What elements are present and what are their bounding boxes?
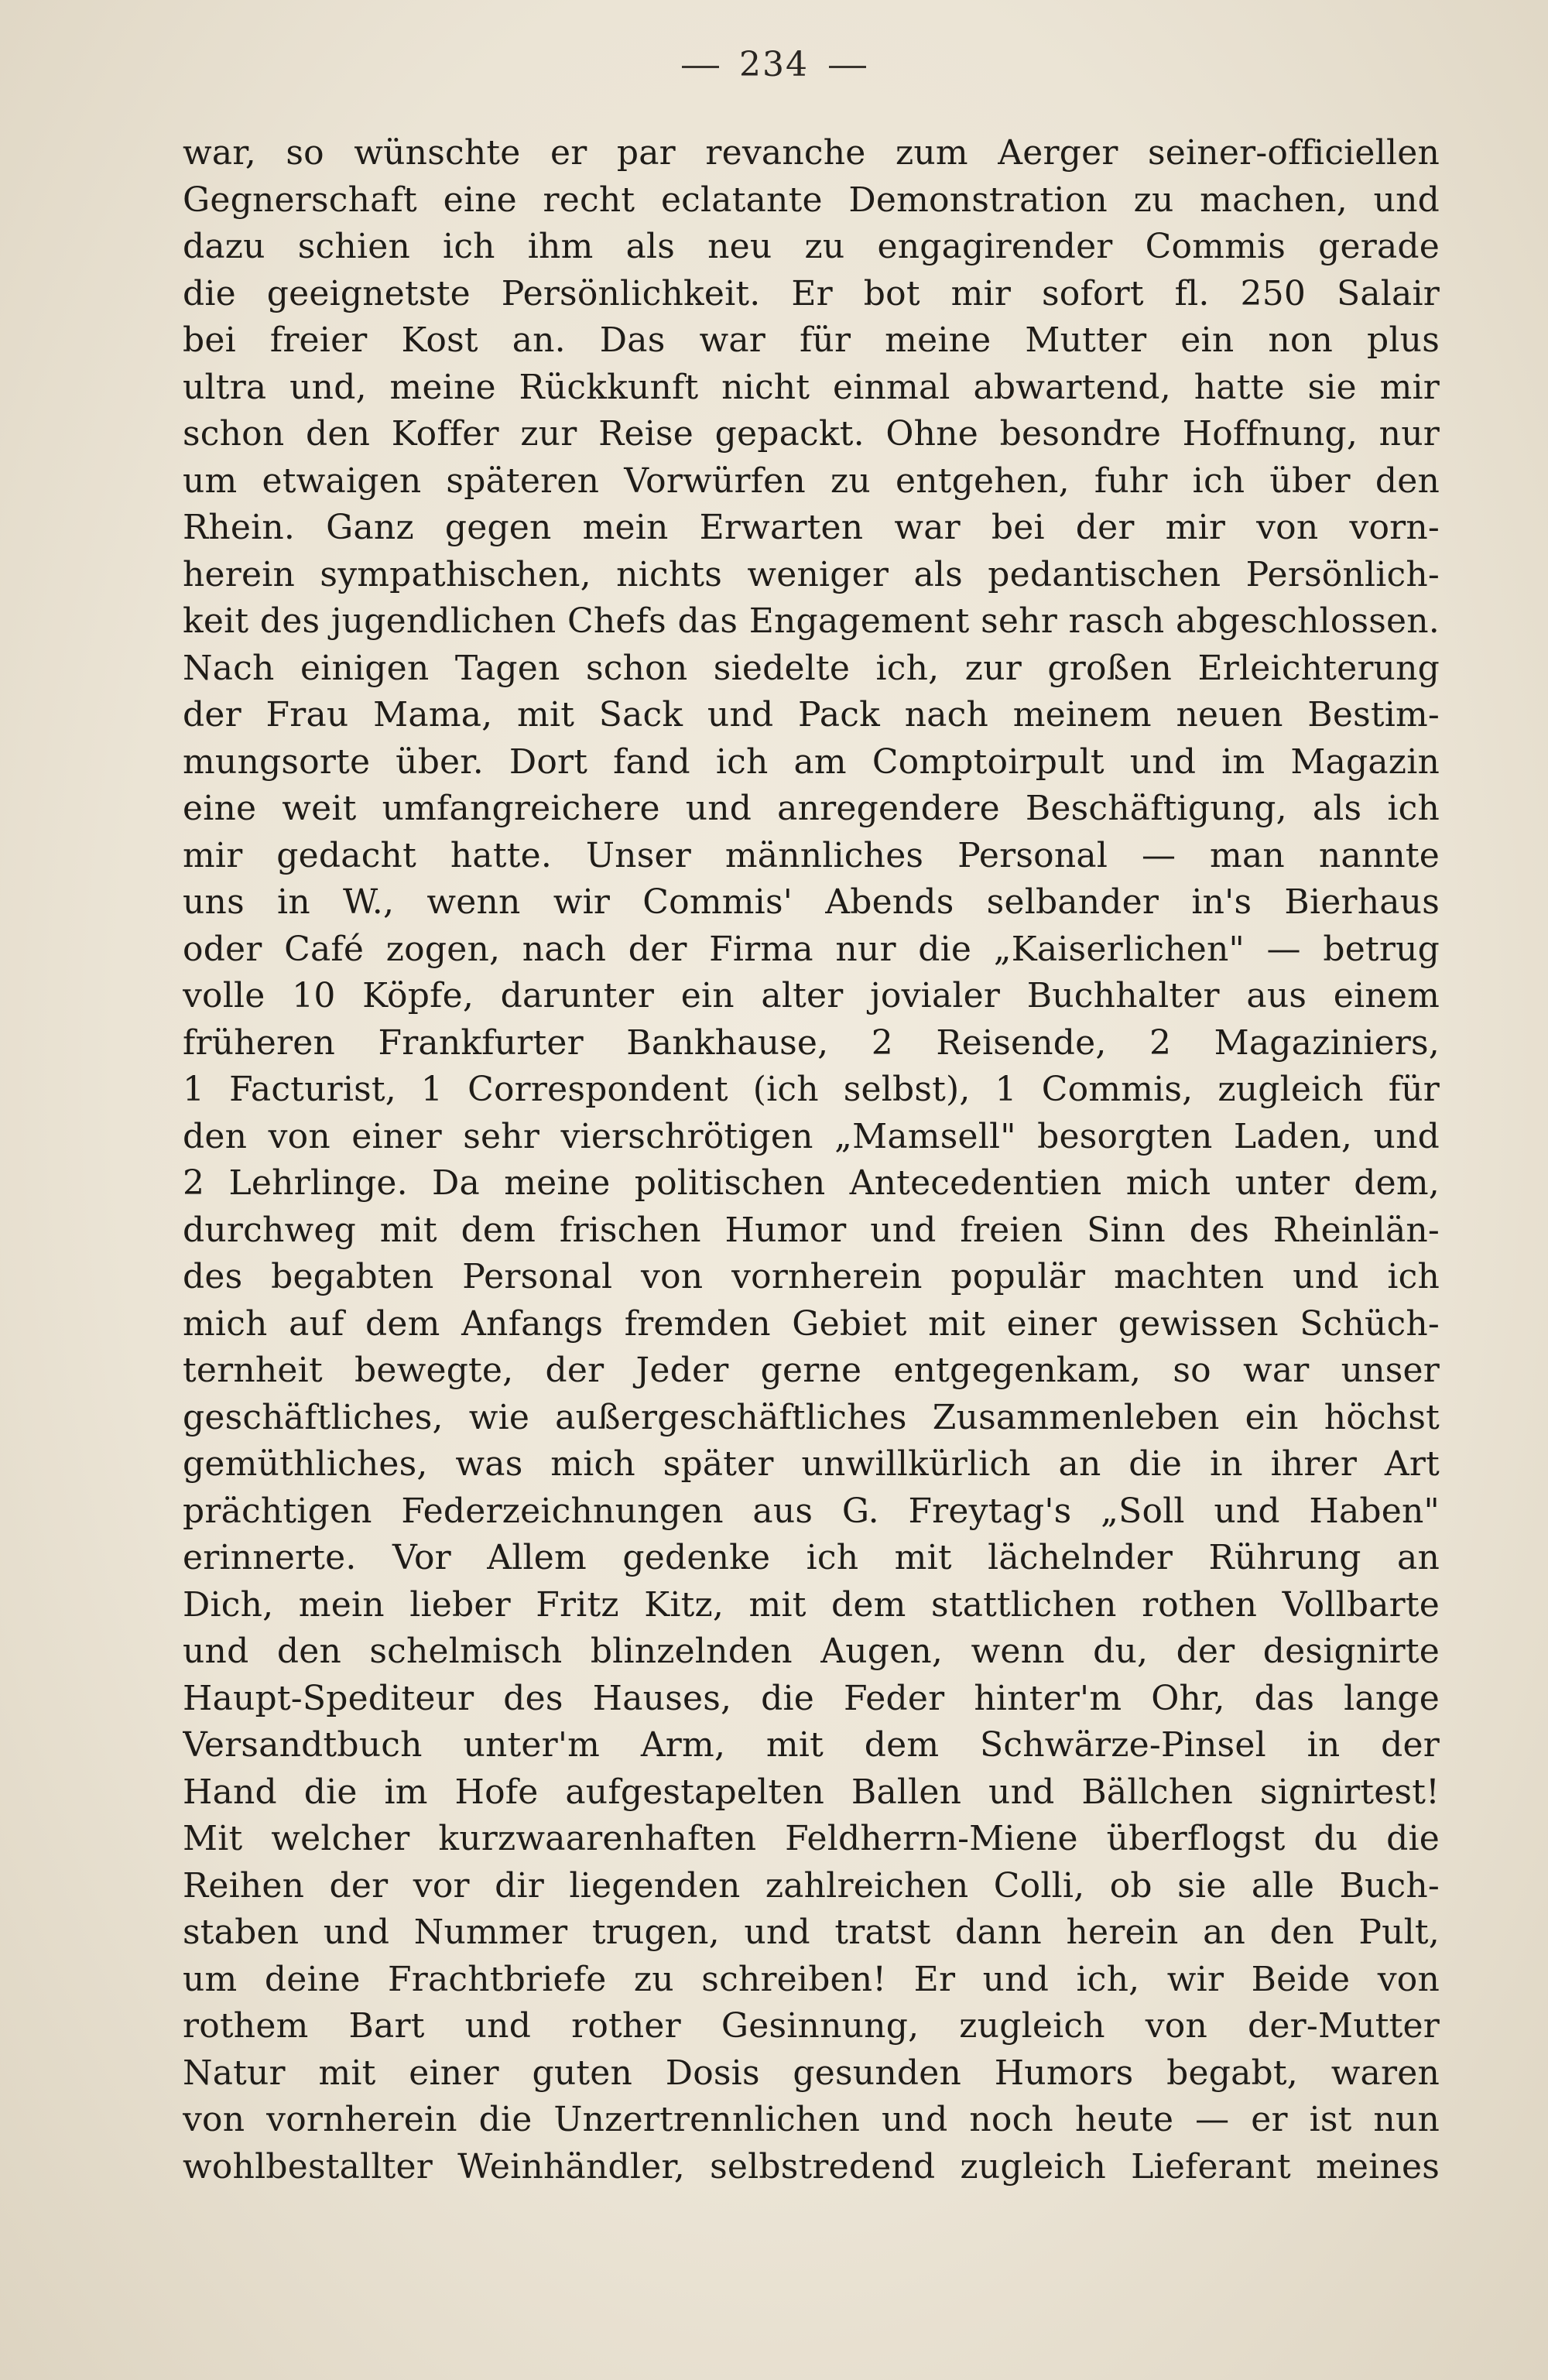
text-line: ternheit bewegte, der Jeder gerne entgegenkam, so war unser (183, 1351, 1440, 1390)
text-line: keit des jugendlichen Chefs das Engagement sehr rasch abgeschlossen. (183, 601, 1440, 641)
text-line: Nach einigen Tagen schon siedelte ich, zur großen Erleichterung (183, 648, 1440, 688)
text-line: 1 Facturist, 1 Correspondent (ich selbst), 1 Commis, zugleich für (183, 1070, 1440, 1109)
text-line: erinnerte. Vor Allem gedenke ich mit lächelnder Rührung an (183, 1538, 1440, 1577)
text-line: war, so wünschte er par revanche zum Aerger seiner-officiellen (183, 133, 1440, 173)
text-line: wohlbestallter Weinhändler, selbstredend zugleich Lieferant meines (183, 2146, 1440, 2187)
text-line: uns in W., wenn wir Commis' Abends selbander in's Bierhaus (183, 882, 1440, 922)
header-dash-left (682, 66, 719, 68)
text-line: und den schelmisch blinzelnden Augen, wenn du, der designirte (183, 1632, 1440, 1671)
header-dash-right (829, 66, 866, 68)
text-line: Reihen der vor dir liegenden zahlreichen Colli, ob sie alle Buch- (183, 1865, 1440, 1906)
text-line: dazu schien ich ihm als neu zu engagirender Commis gerade (183, 227, 1440, 266)
text-line: Gegnerschaft eine recht eclatante Demonstration zu machen, und (183, 180, 1440, 220)
text-line: Rhein. Ganz gegen mein Erwarten war bei der mir von vorn- (183, 508, 1440, 547)
text-line: den von einer sehr vierschrötigen „Mamsell" besorgten Laden, und (183, 1116, 1440, 1156)
text-line: staben und Nummer trugen, und tratst dann herein an den Pult, (183, 1913, 1440, 1952)
text-line: geschäftliches, wie außergeschäftliches Zusammenleben ein höchst (183, 1397, 1440, 1437)
text-line: volle 10 Köpfe, darunter ein alter jovialer Buchhalter aus einem (183, 976, 1440, 1015)
text-line: eine weit umfangreichere und anregendere Beschäftigung, als ich (183, 789, 1440, 828)
text-line: des begabten Personal von vornherein populär machten und ich (183, 1257, 1440, 1296)
text-line: gemüthliches, was mich später unwillkürlich an die in ihrer Art (183, 1444, 1440, 1484)
text-line: 2 Lehrlinge. Da meine politischen Antecedentien mich unter dem, (183, 1163, 1440, 1203)
text-line: bei freier Kost an. Das war für meine Mutter ein non plus (183, 320, 1440, 360)
text-line: Mit welcher kurzwaarenhaften Feldherrn-Miene überflogst du die (183, 1819, 1440, 1858)
text-line: Hand die im Hofe aufgestapelten Ballen und Bällchen signirtest! (183, 1772, 1440, 1812)
text-line: rothem Bart und rother Gesinnung, zugleich von der-Mutter (183, 2006, 1440, 2046)
text-line: Natur mit einer guten Dosis gesunden Humors begabt, waren (183, 2053, 1440, 2093)
page-header (0, 45, 1548, 84)
text-line: ultra und, meine Rückkunft nicht einmal abwartend, hatte sie mir (183, 367, 1440, 407)
text-line: herein sympathischen, nichts weniger als pedantischen Persönlich- (183, 554, 1440, 594)
text-line: prächtigen Federzeichnungen aus G. Freytag's „Soll und Haben" (183, 1491, 1440, 1531)
body-text (183, 130, 1440, 2190)
text-line: oder Café zogen, nach der Firma nur die „Kaiserlichen" — betrug (183, 929, 1440, 969)
text-line: die geeignetste Persönlichkeit. Er bot mir sofort fl. 250 Salair (183, 273, 1440, 313)
text-line: Haupt-Spediteur des Hauses, die Feder hinter'm Ohr, das lange (183, 1678, 1440, 1718)
text-line: mich auf dem Anfangs fremden Gebiet mit einer gewissen Schüch- (183, 1303, 1440, 1344)
text-line: Dich, mein lieber Fritz Kitz, mit dem stattlichen rothen Vollbarte (183, 1584, 1440, 1625)
text-line: mungsorte über. Dort fand ich am Comptoirpult und im Magazin (183, 741, 1440, 782)
text-line: mir gedacht hatte. Unser männliches Personal — man nannte (183, 835, 1440, 875)
text-line: um etwaigen späteren Vorwürfen zu entgehen, fuhr ich über den (183, 461, 1440, 501)
text-line: durchweg mit dem frischen Humor und freien Sinn des Rheinlän- (183, 1210, 1440, 1250)
text-line: schon den Koffer zur Reise gepackt. Ohne besondre Hoffnung, nur (183, 414, 1440, 454)
text-line: von vornherein die Unzertrennlichen und noch heute — er ist nun (183, 2100, 1440, 2139)
text-line: Versandtbuch unter'm Arm, mit dem Schwärze-Pinsel in der (183, 1725, 1440, 1765)
page-number: 234 (739, 45, 809, 84)
text-line: der Frau Mama, mit Sack und Pack nach meinem neuen Bestim- (183, 695, 1440, 735)
text-line: um deine Frachtbriefe zu schreiben! Er und ich, wir Beide von (183, 1959, 1440, 1999)
text-line: früheren Frankfurter Bankhause, 2 Reisende, 2 Magaziniers, (183, 1022, 1440, 1063)
